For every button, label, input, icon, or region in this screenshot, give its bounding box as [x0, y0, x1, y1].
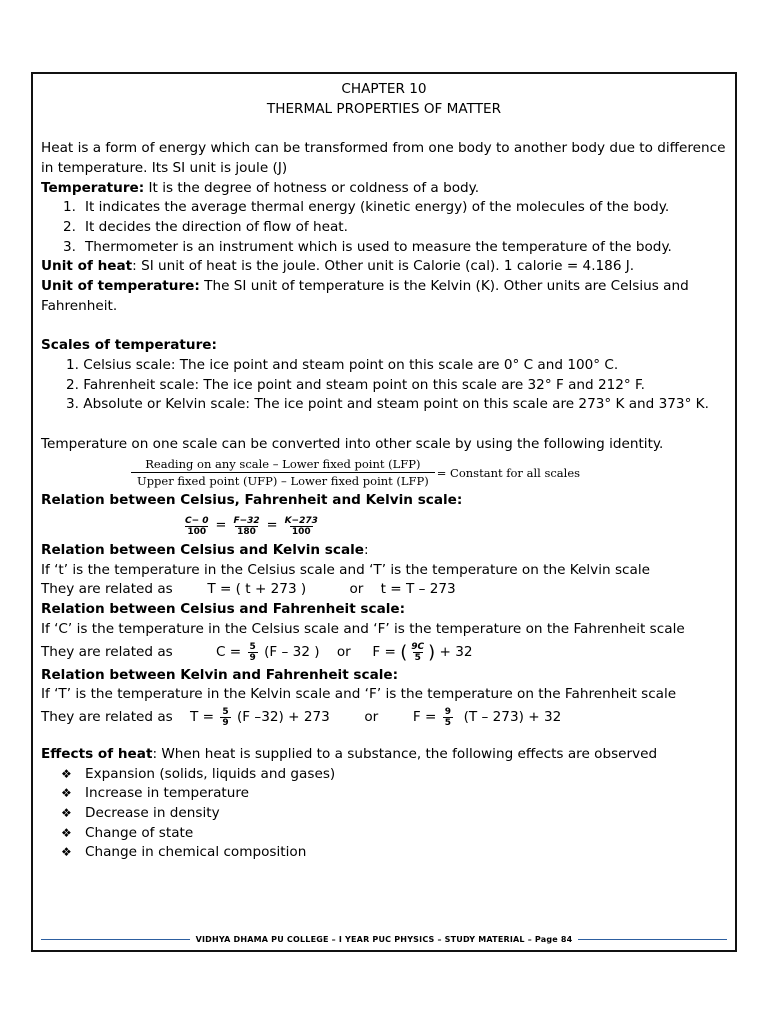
celsius-fraction: $\frac{C- 0}{100}$ [185, 515, 209, 537]
list-item: ❖ Expansion (solids, liquids and gases) [41, 765, 727, 785]
footer-text: VIDHYA DHAMA PU COLLEGE – I YEAR PUC PHYSICS – STUDY MATERIAL – Page 84 [195, 934, 573, 944]
five-ninths-fraction: $\frac{5}{9}$ [249, 642, 256, 664]
page-frame [31, 72, 737, 952]
relation-cf-desc: If ‘C’ is the temperature in the Celsius scale and ‘F’ is the temperature on the Fahrenheit scale [41, 620, 685, 637]
temperature-definition [41, 179, 727, 199]
intro-paragraph: Heat is a form of energy which can be transformed from one body to another body due to difference in temperature. Its SI unit is joule (J) [41, 140, 726, 176]
list-item: 3. Absolute or Kelvin scale: The ice point and steam point on this scale are 273° K and 373° K. [66, 396, 709, 413]
list-item: ❖ Change in chemical composition [41, 843, 727, 863]
footer-rule-right [578, 939, 727, 940]
relation-ck-desc: If ‘t’ is the temperature in the Celsius scale and ‘T’ is the temperature on the Kelvin scale [41, 561, 650, 578]
bullet-icon: ❖ [61, 786, 72, 801]
temperature-label: Temperature: [41, 179, 145, 196]
list-item: 2. It decides the direction of flow of heat. [63, 218, 348, 235]
nine-c-fifths-fraction: $\frac{9C}{5}$ [411, 642, 425, 664]
relation-ck-heading: Relation between Celsius and Kelvin scale: [41, 542, 369, 559]
list-item: 3. Thermometer is an instrument which is used to measure the temperature of the body. [63, 238, 672, 255]
effects-list [41, 765, 727, 864]
temperature-points [41, 198, 727, 257]
list-item: 2. Fahrenheit scale: The ice point and steam point on this scale are 32° F and 212° F. [66, 376, 645, 393]
conversion-fraction [131, 457, 435, 489]
unit-of-temperature: Unit of temperature: The SI unit of temperature is the Kelvin (K). Other units are Celsius and Fahrenheit. [41, 278, 689, 314]
relation-ck-formula: They are related as T = ( t + 273 ) or t = T – 273 [41, 581, 456, 598]
bullet-icon: ❖ [61, 845, 72, 860]
relation-kf-heading: Relation between Kelvin and Fahrenheit scale: [41, 666, 399, 683]
scales-list [41, 356, 727, 415]
footer-rule-left [41, 939, 190, 940]
relation-cf-heading: Relation between Celsius and Fahrenheit scale: [41, 601, 406, 618]
temperature-text: It is the degree of hotness or coldness of a body. [144, 179, 480, 196]
chapter-number: CHAPTER 10 [341, 81, 427, 97]
chapter-title: THERMAL PROPERTIES OF MATTER [266, 100, 502, 117]
list-item: 1. It indicates the average thermal energy (kinetic energy) of the molecules of the body. [63, 199, 670, 216]
formula-numerator: Reading on any scale – Lower fixed point (LFP) [145, 457, 421, 472]
kelvin-fraction: $\frac{K-273}{100}$ [284, 515, 318, 537]
nine-fifths-fraction: $\frac{9}{5}$ [444, 707, 451, 729]
conversion-text: Temperature on one scale can be converted into other scale by using the following identity. [41, 435, 664, 452]
formula-denominator: Upper fixed point (UFP) – Lower fixed point (LFP) [131, 472, 435, 489]
relation-cfk-formula: $\frac{C- 0}{100}$ = $\frac{F-32}{180}$ = $\frac{K-273}{100}$ [185, 515, 318, 537]
page-content [41, 80, 727, 863]
relation-cf-formula: They are related as C = $\frac{5}{9}$ (F – 32 ) or F = ( $\frac{9C}{5}$ ) + 32 [41, 641, 473, 664]
list-item: ❖ Change of state [41, 824, 727, 844]
effects-of-heat: Effects of heat: When heat is supplied to a substance, the following effects are observed [41, 745, 658, 762]
relation-kf-formula: They are related as T = $\frac{5}{9}$ (F –32) + 273 or F = $\frac{9}{5}$ (T – 273) + 32 [41, 707, 562, 729]
formula-rhs: = Constant for all scales [436, 465, 581, 480]
five-ninths-fraction: $\frac{5}{9}$ [222, 707, 229, 729]
relation-cfk-heading: Relation between Celsius, Fahrenheit and Kelvin scale: [41, 492, 463, 509]
fahrenheit-fraction: $\frac{F-32}{180}$ [233, 515, 260, 537]
list-item: 1. Celsius scale: The ice point and steam point on this scale are 0° C and 100° C. [66, 356, 619, 373]
conversion-formula [131, 455, 727, 491]
bullet-icon: ❖ [61, 766, 72, 781]
list-item: ❖ Decrease in density [41, 804, 727, 824]
unit-of-heat: Unit of heat: SI unit of heat is the joule. Other unit is Calorie (cal). 1 calorie = 4.186 J. [41, 258, 635, 275]
bullet-icon: ❖ [61, 806, 72, 821]
bullet-icon: ❖ [61, 825, 72, 840]
scales-heading: Scales of temperature: [41, 337, 217, 354]
list-item: ❖ Increase in temperature [41, 784, 727, 804]
relation-kf-desc: If ‘T’ is the temperature in the Kelvin scale and ‘F’ is the temperature on the Fahrenheit scale [41, 686, 677, 703]
page-footer [41, 932, 727, 946]
